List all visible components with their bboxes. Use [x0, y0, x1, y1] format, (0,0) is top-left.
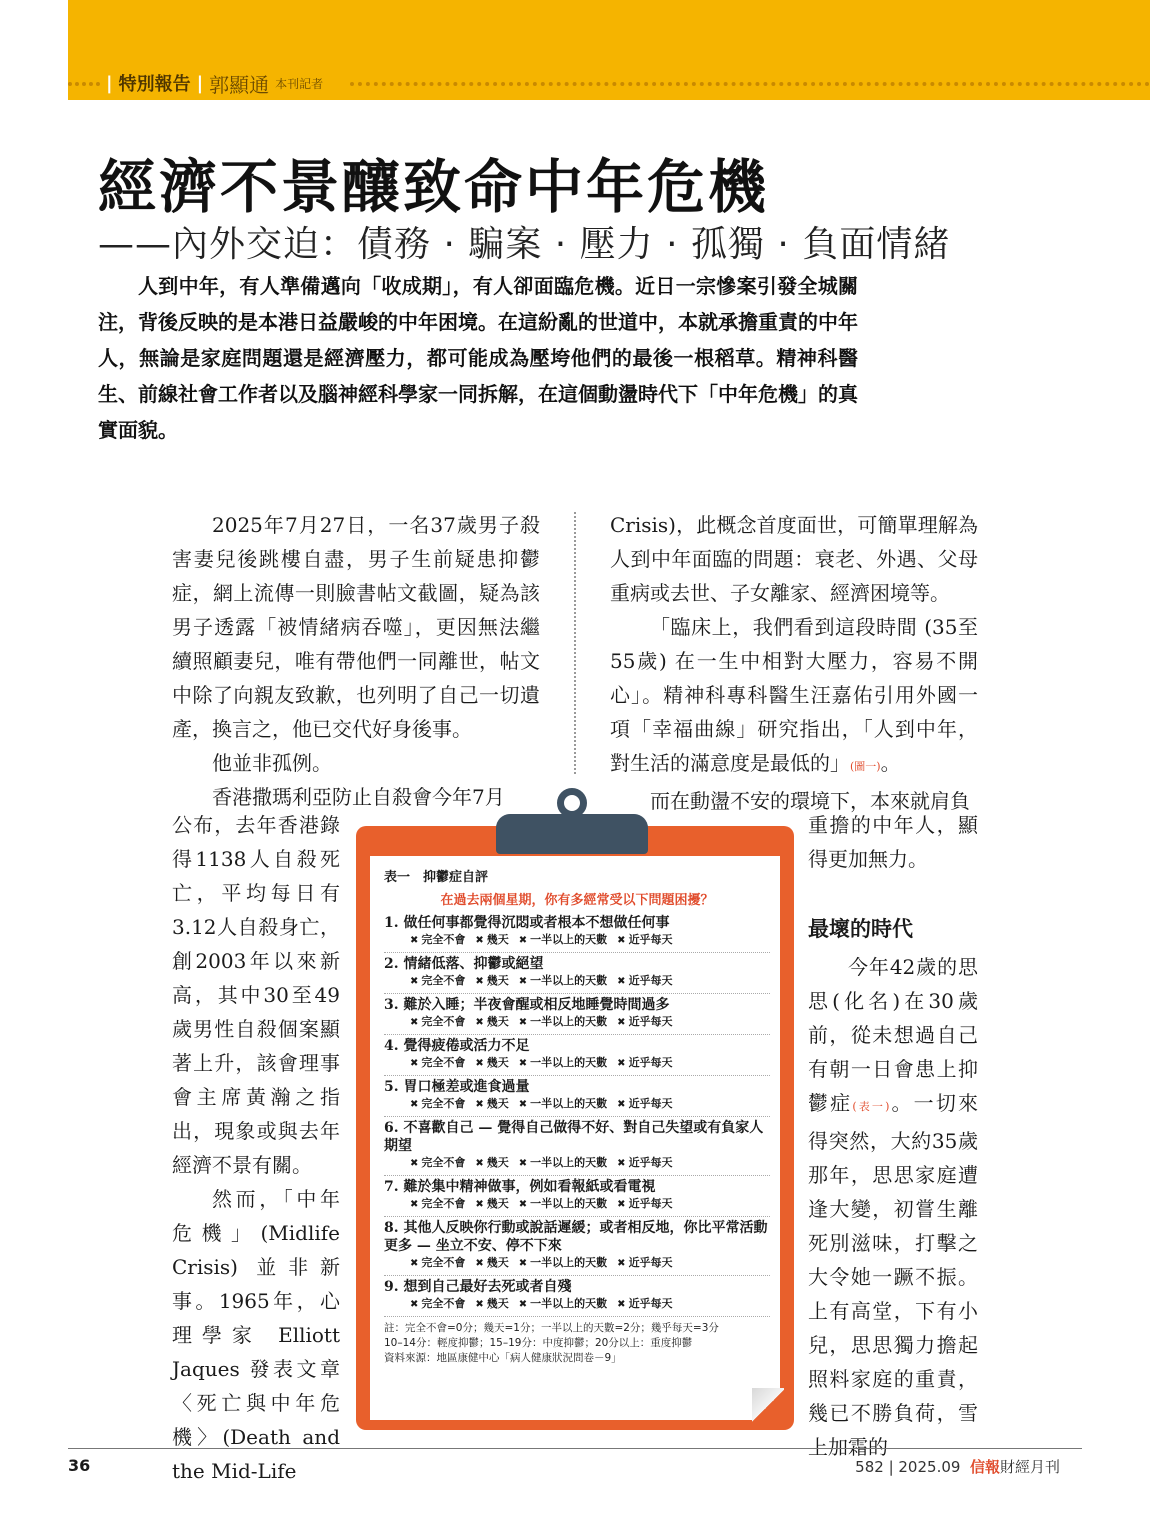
answer-option[interactable]: ✖ 近乎每天 — [617, 1156, 672, 1169]
right-paragraph-3: 而在動盪不安的環境下，本來就肩負 — [650, 789, 970, 813]
answer-option[interactable]: ✖ 一半以上的天數 — [519, 1297, 607, 1310]
footer-issue: 582 | 2025.09 信報財經月刊 — [855, 1458, 1060, 1476]
narrow-paragraph-2: 然而，「中年危機」(Midlife Crisis) 並非新事。1965年，心理學家 Elliott Jaques 發表文章〈死亡與中年危機〉(Death and the Mid-Life — [172, 1187, 340, 1483]
answer-option[interactable]: ✖ 一半以上的天數 — [519, 1056, 607, 1069]
author-name: 郭顯通 — [209, 72, 270, 97]
answer-option[interactable]: ✖ 幾天 — [475, 933, 508, 946]
dotted-rule-right — [350, 82, 1150, 86]
subheadline: ——內外交迫：債務 · 騙案 · 壓力 · 孤獨 · 負面情緒 — [98, 224, 951, 265]
answer-option[interactable]: ✖ 完全不會 — [410, 1256, 465, 1269]
question-text: 4. 覺得疲倦或活力不足 — [384, 1038, 530, 1054]
left-paragraph-1: 2025年7月27日，一名37歲男子殺害妻兒後跳樓自盡，男子生前疑患抑鬱症，網上流傳一則臉書帖文截圖，疑為該男子透露「被情緒病吞噬」，更因無法繼續照顧妻兒，唯有帶他們一同離世，帖文中除了向親友致歉，也列明了自己一切遺產，換言之，他已交代好身後事。 — [172, 513, 540, 741]
author-role: 本刊記者 — [275, 76, 324, 91]
answer-option[interactable]: ✖ 幾天 — [475, 1197, 508, 1210]
answer-option[interactable]: ✖ 近乎每天 — [617, 1056, 672, 1069]
answer-option[interactable]: ✖ 幾天 — [475, 1056, 508, 1069]
answer-option[interactable]: ✖ 幾天 — [475, 974, 508, 987]
left-paragraph-2: 他並非孤例。 — [212, 751, 332, 775]
answer-option[interactable]: ✖ 幾天 — [475, 1156, 508, 1169]
answer-option[interactable]: ✖ 幾天 — [475, 1297, 508, 1310]
questionnaire-items — [384, 912, 770, 1317]
question-text: 8. 其他人反映你行動或說話遲緩；或者相反地，你比平常活動更多 — 坐立不安、停不下來 — [384, 1220, 768, 1254]
depression-self-test — [384, 866, 770, 1366]
answer-options — [410, 1014, 770, 1031]
figure-ref: (圖一) — [850, 760, 881, 773]
answer-option[interactable]: ✖ 近乎每天 — [617, 1097, 672, 1110]
answer-options — [410, 932, 770, 949]
right-column — [610, 508, 978, 818]
question-text: 3. 難於入睡；半夜會醒或相反地睡覺時間過多 — [384, 997, 670, 1013]
right-narrow-paragraph-1: 重擔的中年人，顯得更加無力。 — [808, 813, 978, 871]
left-narrow-column — [172, 808, 340, 1488]
footer-rule — [68, 1448, 1082, 1449]
lead-paragraph: 人到中年，有人準備邁向「收成期」，有人卻面臨危機。近日一宗慘案引發全城關注，背後反映的是本港日益嚴峻的中年困境。在這紛亂的世道中，本就承擔重責的中年人，無論是家庭問題還是經濟壓力，都可能成為壓垮他們的最後一根稻草。精神科醫生、前線社會工作者以及腦神經科學家一同拆解，在這個動盪時代下「中年危機」的真實面貌。 — [98, 274, 858, 442]
question-text: 5. 胃口極差或進食過量 — [384, 1079, 530, 1095]
questionnaire-item — [384, 1176, 770, 1217]
dotted-rule-left — [68, 82, 100, 86]
answer-option[interactable]: ✖ 幾天 — [475, 1015, 508, 1028]
answer-option[interactable]: ✖ 完全不會 — [410, 1056, 465, 1069]
answer-option[interactable]: ✖ 一半以上的天數 — [519, 1197, 607, 1210]
narrow-paragraph-1: 公布，去年香港錄得1138人自殺死亡，平均每日有3.12人自殺身亡，創2003年以來新高，其中30至49歲男性自殺個案顯著上升，該會理事會主席黃瀚之指出，現象或與去年經濟不景有關。 — [172, 813, 340, 1177]
answer-option[interactable]: ✖ 一半以上的天數 — [519, 974, 607, 987]
answer-option[interactable]: ✖ 一半以上的天數 — [519, 933, 607, 946]
questionnaire-item — [384, 1117, 770, 1176]
questionnaire-note: 註：完全不會=0分；幾天=1分；一半以上的天數=2分；幾乎每天=3分 10–14分：輕度抑鬱；15–19分：中度抑鬱；20分以上：重度抑鬱 資料來源：地區康健中心「病人健康狀況問卷－9」 — [384, 1322, 719, 1364]
questionnaire-item — [384, 1076, 770, 1117]
headline: 經濟不景釀致命中年危機 — [98, 153, 770, 221]
right-paragraph-2: 「臨床上，我們看到這段時間 (35至55歲) 在一生中相對大壓力，容易不開心」。精神科專科醫生汪嘉佑引用外國一項「幸福曲線」研究指出，「人到中年，對生活的滿意度是最低的」(圖一)。 — [610, 615, 978, 775]
answer-option[interactable]: ✖ 近乎每天 — [617, 1297, 672, 1310]
answer-option[interactable]: ✖ 完全不會 — [410, 974, 465, 987]
answer-option[interactable]: ✖ 完全不會 — [410, 1097, 465, 1110]
section-label: 特別報告 — [118, 74, 191, 95]
questionnaire-item — [384, 1276, 770, 1317]
answer-option[interactable]: ✖ 幾天 — [475, 1097, 508, 1110]
question-text: 9. 想到自己最好去死或者自殘 — [384, 1279, 572, 1295]
right-narrow-paragraph-2: 今年42歲的思思(化名)在30歲前，從未想過自己有朝一日會患上抑鬱症(表一)。一切來得突然，大約35歲那年，思思家庭遭逢大變，初嘗生離死別滋味，打擊之大令她一蹶不振。上有高堂，下有小兒，思思獨力擔起照料家庭的重責，幾已不勝負荷，雪上加霜的 — [808, 955, 978, 1459]
page-number: 36 — [68, 1456, 91, 1475]
answer-option[interactable]: ✖ 近乎每天 — [617, 974, 672, 987]
questionnaire-item — [384, 1217, 770, 1276]
answer-option[interactable]: ✖ 近乎每天 — [617, 1015, 672, 1028]
answer-option[interactable]: ✖ 一半以上的天數 — [519, 1256, 607, 1269]
answer-option[interactable]: ✖ 完全不會 — [410, 1015, 465, 1028]
right-paragraph-1: Crisis)，此概念首度面世，可簡單理解為人到中年面臨的問題：衰老、外遇、父母重病或去世、子女離家、經濟困境等。 — [610, 513, 978, 605]
question-text: 1. 做任何事都覺得沉悶或者根本不想做任何事 — [384, 915, 670, 931]
answer-options — [410, 1255, 770, 1272]
answer-options — [410, 1096, 770, 1113]
page-curl — [752, 1388, 784, 1424]
answer-option[interactable]: ✖ 近乎每天 — [617, 1197, 672, 1210]
answer-options — [410, 1196, 770, 1213]
questionnaire-title: 表一 抑鬱症自評 — [384, 870, 489, 885]
answer-option[interactable]: ✖ 一半以上的天數 — [519, 1097, 607, 1110]
table-ref: (表一) — [852, 1100, 890, 1113]
answer-option[interactable]: ✖ 完全不會 — [410, 1156, 465, 1169]
answer-option[interactable]: ✖ 完全不會 — [410, 1197, 465, 1210]
question-text: 7. 難於集中精神做事，例如看報紙或看電視 — [384, 1179, 656, 1195]
answer-option[interactable]: ✖ 完全不會 — [410, 933, 465, 946]
questionnaire-item — [384, 912, 770, 953]
column-divider — [574, 512, 576, 774]
questionnaire-prompt: 在過去兩個星期，你有多經常受以下問題困擾？ — [440, 893, 714, 908]
left-column — [172, 508, 540, 814]
left-paragraph-3: 香港撒瑪利亞防止自殺會今年7月 — [212, 785, 505, 809]
subhead-worst-era: 最壞的時代 — [808, 917, 913, 941]
answer-option[interactable]: ✖ 一半以上的天數 — [519, 1015, 607, 1028]
question-text: 2. 情緒低落、抑鬱或絕望 — [384, 956, 544, 972]
question-text: 6. 不喜歡自己 — 覺得自己做得不好、對自己失望或有負家人期望 — [384, 1120, 764, 1154]
questionnaire-item — [384, 994, 770, 1035]
answer-option[interactable]: ✖ 完全不會 — [410, 1297, 465, 1310]
answer-options — [410, 1055, 770, 1072]
questionnaire-item — [384, 1035, 770, 1076]
answer-option[interactable]: ✖ 近乎每天 — [617, 1256, 672, 1269]
section-bar: | 特別報告 | 郭顯通 本刊記者 — [68, 70, 1150, 96]
questionnaire-item — [384, 953, 770, 994]
answer-options — [410, 1155, 770, 1172]
answer-option[interactable]: ✖ 幾天 — [475, 1256, 508, 1269]
answer-options — [410, 1296, 770, 1313]
right-narrow-column — [808, 808, 978, 1464]
clipboard-clip-icon — [496, 814, 648, 854]
answer-option[interactable]: ✖ 一半以上的天數 — [519, 1156, 607, 1169]
answer-options — [410, 973, 770, 990]
answer-option[interactable]: ✖ 近乎每天 — [617, 933, 672, 946]
